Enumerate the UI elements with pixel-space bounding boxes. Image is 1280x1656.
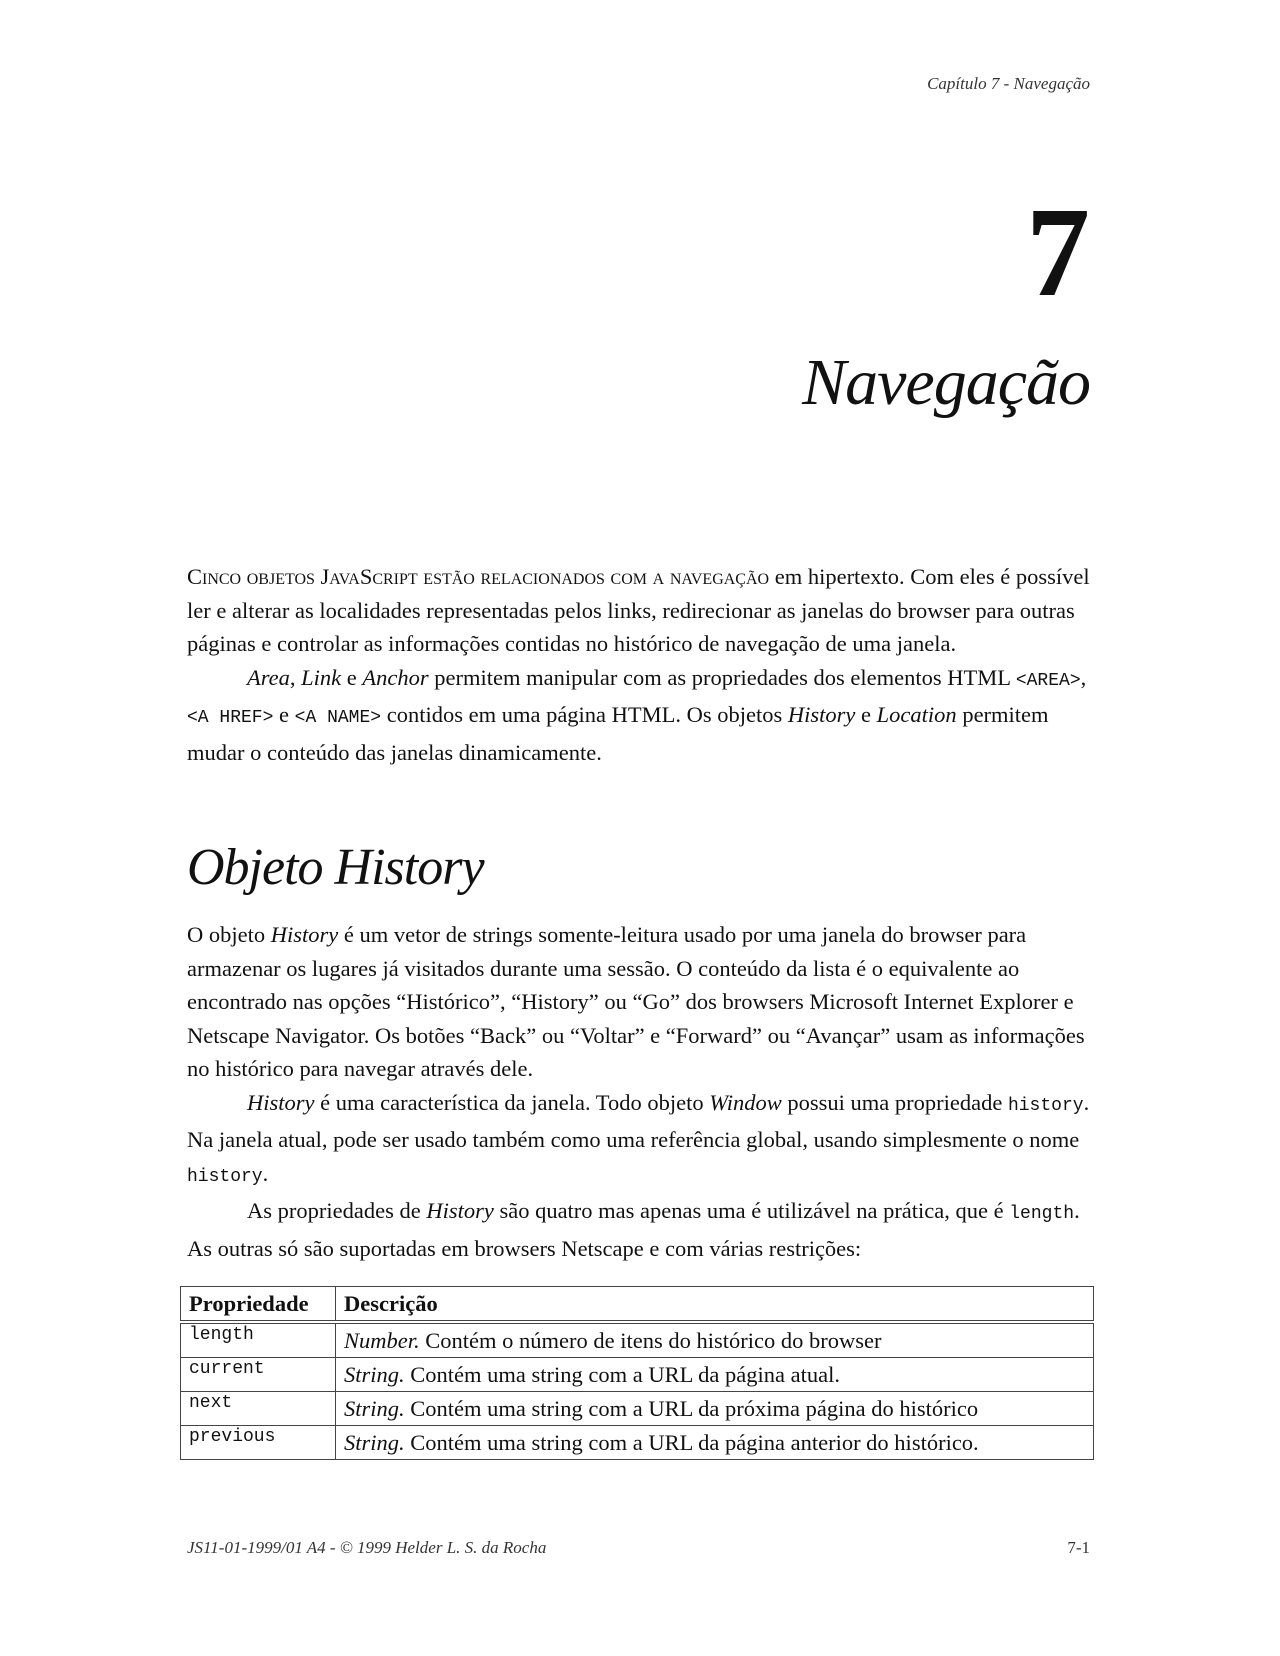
term-anchor: Anchor (362, 664, 429, 690)
hp2-a: é uma característica da janela. Todo objeto (314, 1089, 710, 1115)
header-propriedade: Propriedade (181, 1287, 336, 1323)
prop-desc (336, 1358, 1094, 1392)
running-head: Capítulo 7 - Navegação (927, 74, 1090, 93)
intro-p2-text-1: permitem manipular com as propriedades dos elementos HTML (428, 664, 1016, 690)
intro-lead-smallcaps: Cinco objetos JavaScript estão relacionados com a navegação (187, 564, 770, 589)
term-history: History (247, 1089, 315, 1115)
term-link: Link (301, 664, 342, 690)
term-area: Area (247, 664, 290, 690)
footer-copyright: JS11-01-1999/01 A4 - © 1999 Helder L. S. da Rocha (187, 1538, 547, 1557)
table-row (181, 1392, 1094, 1426)
intro-p1-text: em hipertexto. Com eles é possível ler e alterar as localidades representadas pelos links, redirecionar as janelas do browser para outras páginas e controlar as informações contidas no histórico de navegação de uma janela. (187, 564, 1090, 656)
intro-p2-text-3: e (273, 702, 295, 727)
code-length: length (1009, 1204, 1075, 1224)
hp1-a: O objeto (187, 922, 271, 947)
page-number: 7-1 (1067, 1538, 1090, 1557)
intro-p2-and: e (341, 664, 363, 690)
term-history: History (426, 1198, 494, 1223)
table-header-row (181, 1287, 1094, 1323)
prop-name: current (181, 1358, 336, 1392)
hp1-b: é um vetor de strings somente-leitura usado por uma janela do browser para armazenar os lugares já visitados durante uma sessão. O conteúdo da lista é o equivalente ao encontrado nas opções “Histórico”, “History” ou “Go” dos browsers Microsoft Internet Explorer e Netscape Navigator. Os botões “Back” ou “Voltar” e “Forward” ou “Avançar” usam as informações no histórico para navegar através dele. (187, 922, 1085, 1081)
term-history: History (787, 702, 856, 727)
history-section (187, 839, 1092, 896)
hp2-c: . Na janela atual, pode ser usado também como uma referência global, usando simplesmente o nome (187, 1089, 1090, 1152)
prop-desc (336, 1426, 1094, 1460)
intro-p2-text-4: contidos em uma página HTML. Os objetos (381, 702, 788, 727)
prop-type: String. (344, 1361, 405, 1387)
hp3-b: são quatro mas apenas uma é utilizável na prática, que é (493, 1198, 1010, 1223)
intro-p2-comma: , (289, 664, 302, 690)
prop-desc-text: Contém o número de itens do histórico do browser (419, 1327, 882, 1353)
prop-desc (336, 1392, 1094, 1426)
code-area-tag: <AREA> (1015, 670, 1081, 691)
code-a-name-tag: <A NAME> (294, 708, 382, 728)
term-window: Window (709, 1089, 782, 1115)
intro-p2-and-2: e (855, 702, 877, 727)
history-paragraph-2 (187, 1086, 1092, 1195)
prop-desc-text: Contém uma string com a URL da página atual. (404, 1361, 840, 1387)
hp3-a: As propriedades de (247, 1198, 427, 1223)
hp3-c: . As outras só são suportadas em browsers Netscape e com várias restrições: (187, 1198, 1080, 1261)
term-location: Location (876, 702, 957, 727)
intro-paragraph-2 (187, 661, 1092, 770)
hp2-d: . (262, 1160, 269, 1186)
table-row (181, 1426, 1094, 1460)
header-descricao: Descrição (336, 1287, 1094, 1323)
term-history: History (270, 922, 339, 947)
prop-desc-text: Contém uma string com a URL da página anterior do histórico. (404, 1429, 979, 1455)
intro-p2-text-2: , (1080, 664, 1087, 690)
prop-name: previous (181, 1426, 336, 1460)
history-paragraph-3 (187, 1194, 1092, 1265)
history-paragraph-1 (187, 918, 1092, 1086)
table-row (181, 1358, 1094, 1392)
prop-type: Number. (344, 1327, 420, 1353)
table-row (181, 1322, 1094, 1358)
intro-p2-text-5: permitem mudar o conteúdo das janelas dinamicamente. (187, 702, 1049, 765)
code-history: history (1007, 1095, 1084, 1116)
prop-desc (336, 1322, 1094, 1358)
history-body (187, 918, 1092, 1265)
chapter-title: Navegação (802, 346, 1090, 419)
prop-desc-text: Contém uma string com a URL da próxima página do histórico (404, 1395, 979, 1421)
prop-type: String. (344, 1395, 405, 1421)
prop-type: String. (344, 1429, 405, 1455)
code-history-2: history (187, 1166, 263, 1187)
prop-name: next (181, 1392, 336, 1426)
hp2-b: possui uma propriedade (781, 1089, 1008, 1115)
properties-table (180, 1286, 1094, 1460)
code-a-href-tag: <A HREF> (187, 708, 274, 728)
section-heading: Objeto History (187, 839, 484, 896)
intro-section (187, 560, 1092, 769)
intro-paragraph-1 (187, 560, 1092, 661)
chapter-number: 7 (1026, 181, 1090, 323)
prop-name: length (181, 1322, 336, 1358)
